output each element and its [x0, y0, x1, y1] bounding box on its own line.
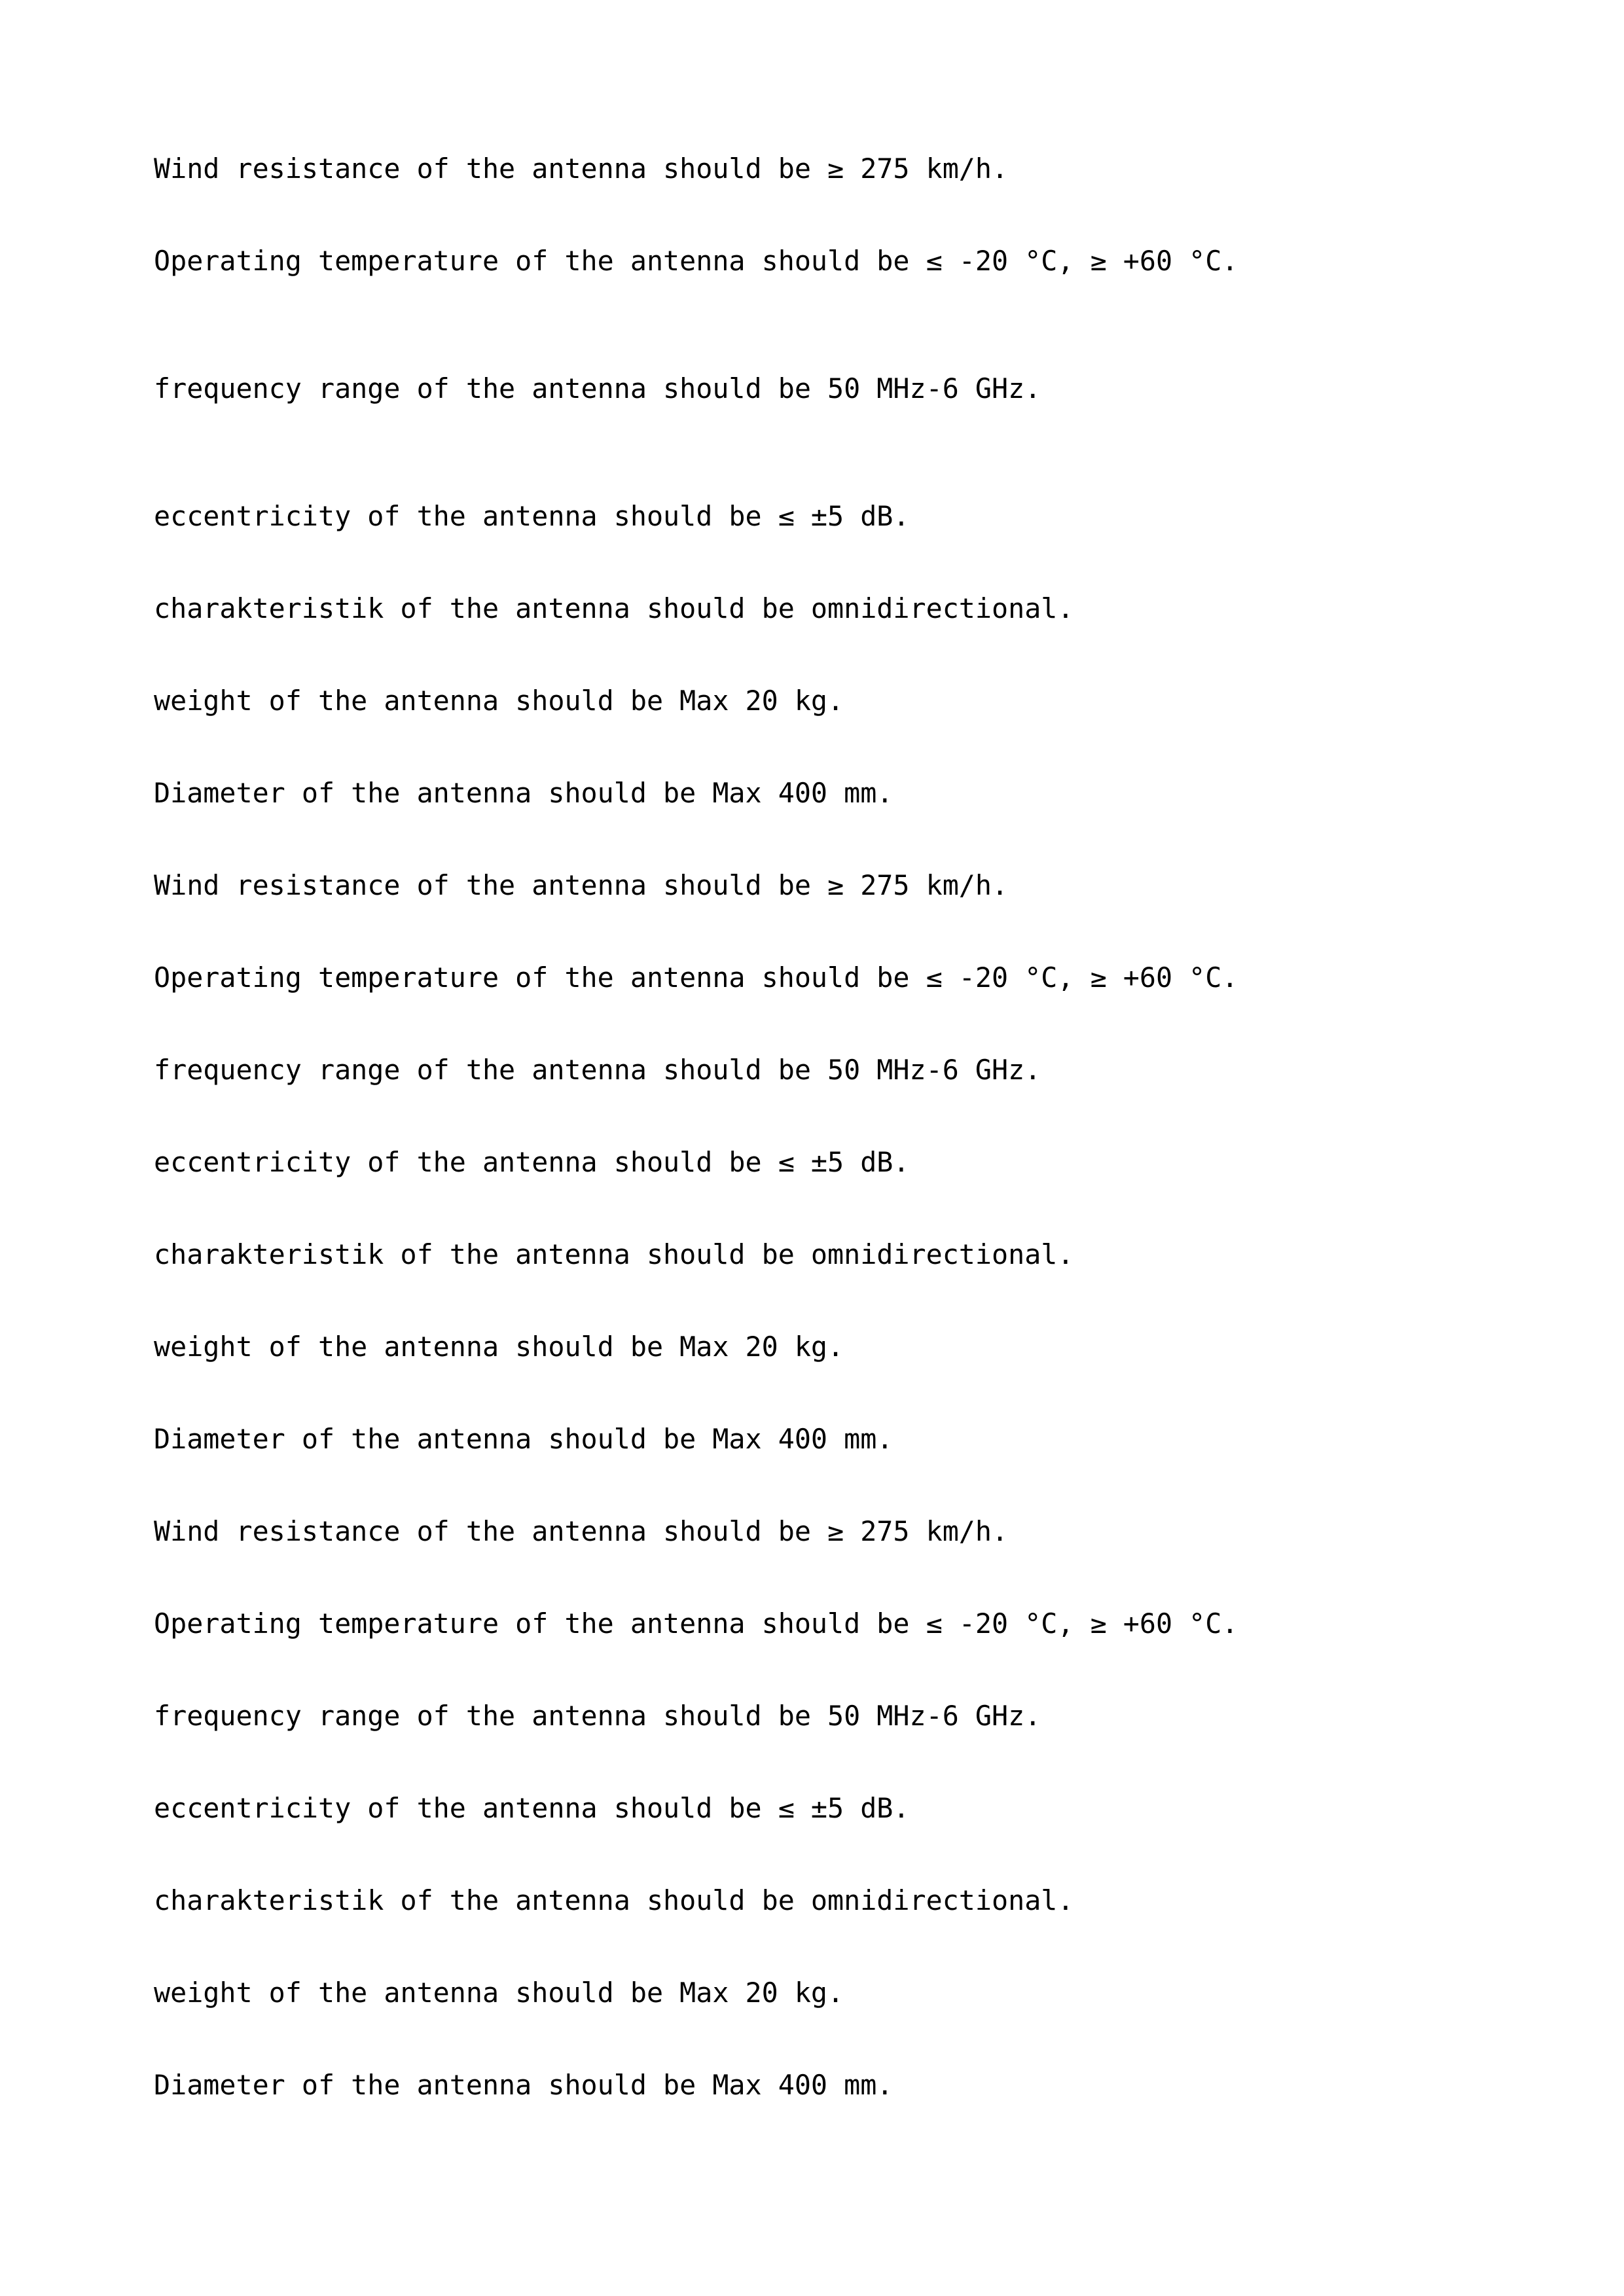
text-line: Wind resistance of the antenna should be ≥ 275 km/h. [154, 1515, 1009, 1547]
text-line: Diameter of the antenna should be Max 400 mm. [154, 2069, 893, 2101]
text-line: charakteristik of the antenna should be omnidirectional. [154, 1884, 1074, 1916]
text-line: Operating temperature of the antenna should be ≤ -20 °C, ≥ +60 °C. [154, 1607, 1238, 1640]
text-line: Wind resistance of the antenna should be ≥ 275 km/h. [154, 869, 1009, 901]
text-line: Wind resistance of the antenna should be ≥ 275 km/h. [154, 152, 1009, 185]
text-line: charakteristik of the antenna should be omnidirectional. [154, 592, 1074, 624]
text-line: frequency range of the antenna should be 50 MHz-6 GHz. [154, 1700, 1041, 1732]
text-line: frequency range of the antenna should be 50 MHz-6 GHz. [154, 372, 1041, 404]
text-line: Operating temperature of the antenna should be ≤ -20 °C, ≥ +60 °C. [154, 961, 1238, 994]
text-line: eccentricity of the antenna should be ≤ ±5 dB. [154, 1146, 910, 1178]
text-line: weight of the antenna should be Max 20 kg. [154, 1331, 844, 1363]
text-line: charakteristik of the antenna should be omnidirectional. [154, 1238, 1074, 1270]
text-line: weight of the antenna should be Max 20 kg. [154, 685, 844, 717]
text-line: eccentricity of the antenna should be ≤ ±5 dB. [154, 500, 910, 532]
text-line: Operating temperature of the antenna should be ≤ -20 °C, ≥ +60 °C. [154, 245, 1238, 277]
text-line: weight of the antenna should be Max 20 kg. [154, 1977, 844, 2009]
text-line: eccentricity of the antenna should be ≤ ±5 dB. [154, 1792, 910, 1824]
text-line: Diameter of the antenna should be Max 400 mm. [154, 777, 893, 809]
text-line: frequency range of the antenna should be 50 MHz-6 GHz. [154, 1054, 1041, 1086]
text-line: Diameter of the antenna should be Max 400 mm. [154, 1423, 893, 1455]
